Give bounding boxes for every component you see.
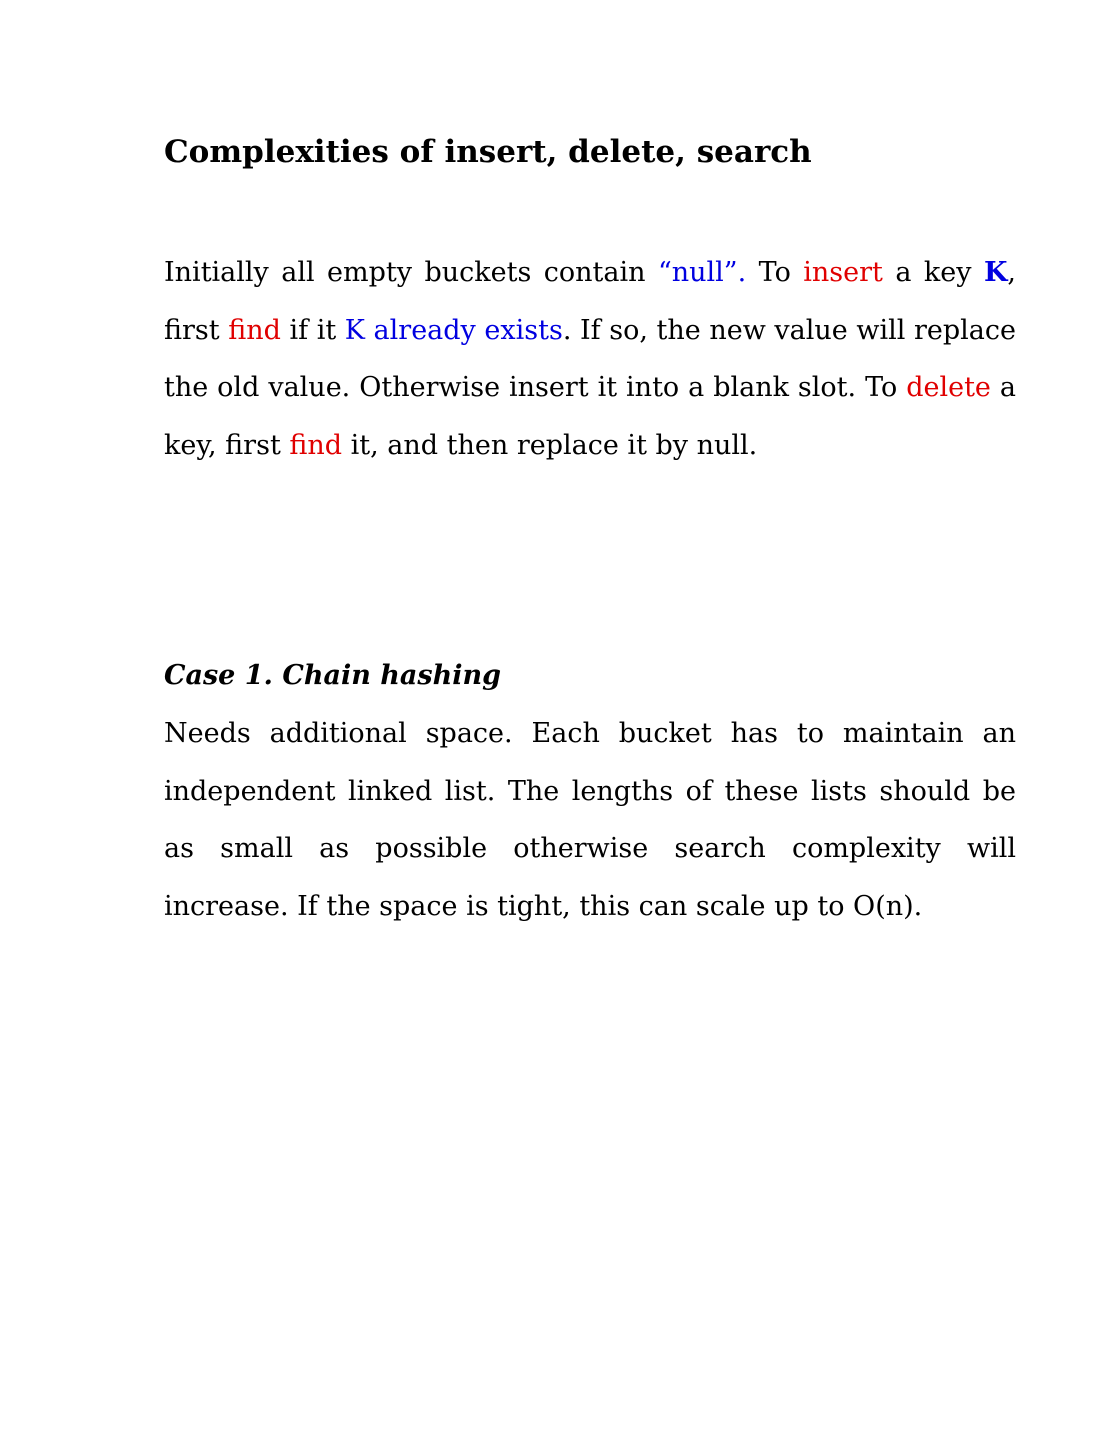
intro-text: , first bbox=[164, 257, 1017, 346]
intro-text: a key bbox=[882, 257, 984, 288]
null-keyword: “null”. bbox=[657, 257, 747, 288]
intro-text: Initially all empty buckets contain bbox=[164, 257, 658, 288]
insert-keyword: insert bbox=[803, 257, 883, 288]
delete-keyword: delete bbox=[906, 372, 991, 403]
case-1-paragraph: Needs additional space. Each bucket has to maintain an independent linked list. The lengths of these lists should be as small as possible otherwise search complexity will increase. If the space is tight, this can scale up to O(n). bbox=[164, 718, 1016, 922]
intro-text: a key, first bbox=[164, 372, 1016, 461]
intro-text: it, and then replace it by null. bbox=[342, 429, 758, 461]
find-keyword: find bbox=[289, 429, 343, 461]
intro-text: To bbox=[746, 257, 804, 288]
find-keyword: find bbox=[228, 314, 281, 346]
intro-text: . If so, the new value will replace the old value. Otherwise insert it into a blank slot. To bbox=[164, 314, 1016, 403]
k-already-exists: K already exists bbox=[344, 314, 563, 346]
intro-text: if it bbox=[280, 314, 345, 346]
intro-paragraph bbox=[164, 244, 1016, 474]
case-1-heading: Case 1. Chain hashing bbox=[164, 660, 501, 691]
page-title: Complexities of insert, delete, search bbox=[164, 134, 812, 170]
key-k: K bbox=[983, 257, 1008, 288]
